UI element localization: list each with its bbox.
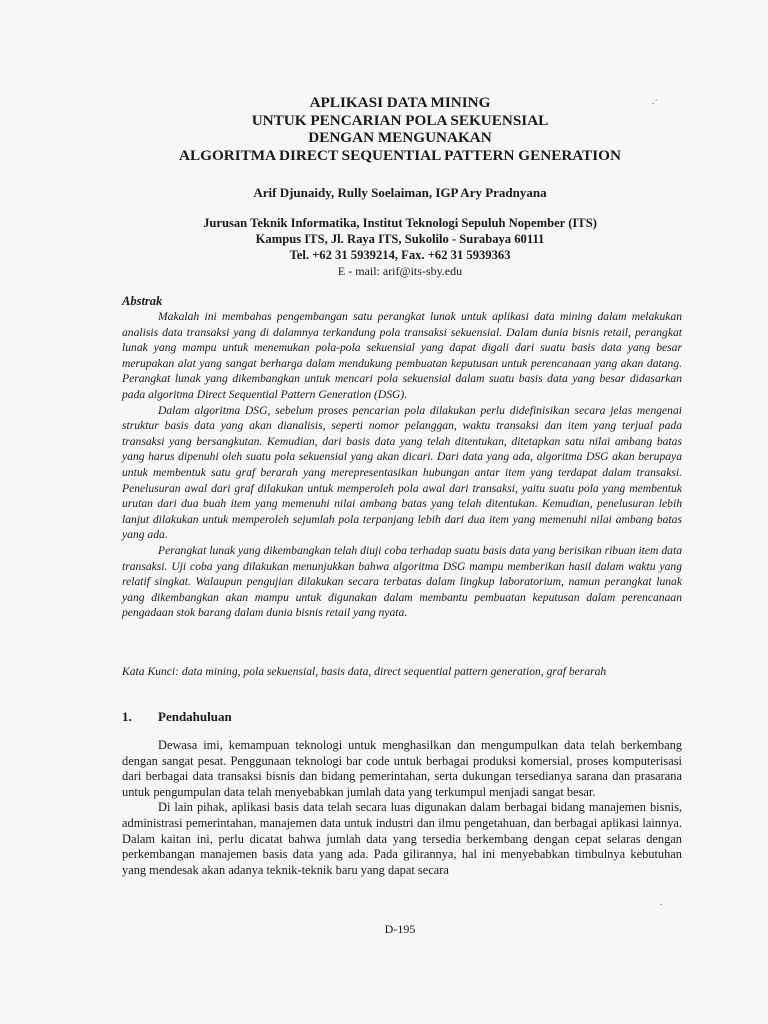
body-paragraph-2: Di lain pihak, aplikasi basis data telah secara luas digunakan dalam berbagai bidang manajemen bisnis, administrasi pemerintahan, manajemen data untuk industri dan ilmu pengetahuan, dan berbagai aplikasi lainnya. Dalam kaitan ini, perlu dicatat bahwa jumlah data yang tersedia berkembang dengan cepat selaras dengan perkembangan manajemen basis data yang ada. Pada gilirannya, hal ini menyebabkan timbulnya kebutuhan yang mendesak akan adanya teknik-teknik baru yang dapat secara: [122, 800, 682, 877]
abstract-heading: Abstrak: [122, 294, 163, 308]
body-paragraph-1: Dewasa imi, kemampuan teknologi untuk menghasilkan dan mengumpulkan data telah berkembang dengan sangat pesat. Penggunaan teknologi bar code untuk berbagai produksi komersial, proses komputerisasi dari berbagai data transaksi bisnis dan bidang pemerintahan, serta dukungan tersedianya sarana dan prasarana untuk pengumpulan data telah menyebabkan jumlah data yang terkumpul menjadi sangat besar.: [122, 738, 682, 799]
title-line-1: APLIKASI DATA MINING: [309, 94, 491, 111]
abstract-body: [122, 309, 682, 621]
affiliation-line-1: Jurusan Teknik Informatika, Institut Teknologi Sepuluh Nopember (ITS): [203, 216, 597, 230]
abstract-paragraph-2: Dalam algoritma DSG, sebelum proses pencarian pola dilakukan perlu didefinisikan secara jelas mengenai struktur basis data yang akan dianalisis, seperti nomor pelanggan, waktu transaksi dan item yang terjual pada transaksi yang bersangkutan. Kemudian, dari basis data yang telah ditentukan, ditetapkan satu nilai ambang batas yang harus dipenuhi oleh suatu pola sekuensial yang akan dicari. Dari data yang ada, algoritma DSG akan berupaya untuk membentuk satu graf berarah yang merepresentasikan hubungan antar item yang terdapat dalam transaksi. Penelusuran awal dari graf dilakukan untuk memperoleh pola awal dari transaksi, yaitu suatu pola yang membentuk urutan dari dua buah item yang memenuhi nilai ambang batas yang telah ditentukan. Kemudian, penelusuran lebih lanjut dilakukan untuk memperoleh sejumlah pola terpanjang lebih dari dua item yang memenuhi nilai ambang batas yang ada.: [122, 403, 682, 542]
abstract-paragraph-1: Makalah ini membahas pengembangan satu perangkat lunak untuk aplikasi data mining dalam melakukan analisis data transaksi yang di dalamnya terkandung pola transaksi sekuensial. Dalam dunia bisnis retail, perangkat lunak yang mampu untuk menemukan pola-pola sekuensial yang dapat digali dari suatu basis data yang besar merupakan alat yang sangat berharga dalam mendukung pembuatan keputusan untuk perencanaan yang akan datang. Perangkat lunak yang dikembangkan untuk mencari pola sekuensial dalam suatu basis data yang besar didasarkan pada algoritma Direct Sequential Pattern Generation (DSG).: [122, 310, 682, 401]
affiliation-email: E - mail: arif@its-sby.edu: [337, 264, 463, 278]
section-heading: [122, 709, 232, 725]
title-line-2: UNTUK PENCARIAN POLA SEKUENSIAL: [251, 111, 549, 129]
scan-speck: .: [660, 897, 663, 908]
title-line-4: ALGORITMA DIRECT SEQUENTIAL PATTERN GENERATION: [179, 146, 621, 164]
keywords: Kata Kunci: data mining, pola sekuensial, basis data, direct sequential pattern generation, graf berarah: [122, 665, 607, 678]
page-number: D-195: [384, 922, 416, 936]
affiliation-line-2: Kampus ITS, Jl. Raya ITS, Sukolilo - Surabaya 60111: [255, 232, 545, 246]
author-list: Arif Djunaidy, Rully Soelaiman, IGP Ary Pradnyana: [253, 185, 547, 200]
paper-title: [110, 94, 690, 164]
affiliation-line-3: Tel. +62 31 5939214, Fax. +62 31 5939363: [289, 248, 511, 262]
scan-speck: .·: [652, 96, 658, 107]
title-line-3: DENGAN MENGUNAKAN: [308, 129, 492, 146]
section-body: [122, 738, 682, 878]
section-title: Pendahuluan: [158, 709, 232, 724]
abstract-paragraph-3: Perangkat lunak yang dikembangkan telah diuji coba terhadap suatu basis data yang berisikan ribuan item data transaksi. Uji coba yang dilakukan menunjukkan bahwa algoritma DSG mampu memberikan hasil dalam waktu yang relatif singkat. Walaupun pengujian dilakukan secara terbatas dalam lingkup laboratorium, namun perangkat lunak yang dikembangkan akan mampu untuk digunakan dalam membantu pembuatan keputusan dalam perencanaan pengadaan stok barang dalam dunia bisnis retail yang nyata.: [122, 543, 682, 620]
section-number: 1.: [122, 709, 132, 724]
affiliation-block: [110, 215, 690, 279]
